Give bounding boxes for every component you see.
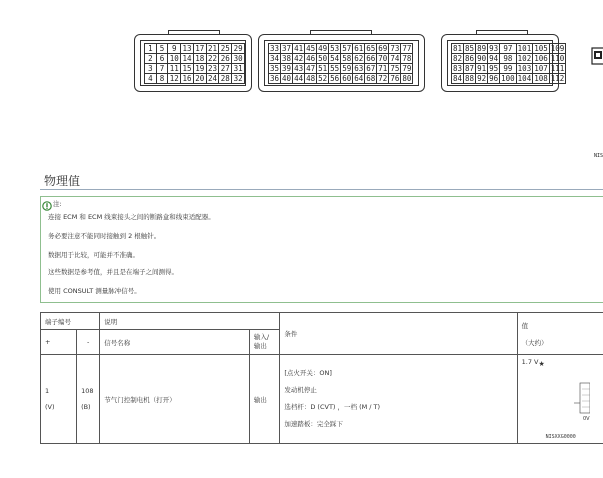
pin-cell: 88: [465, 74, 475, 83]
pin-cell: 30: [233, 54, 243, 63]
pin-cell: 6: [156, 54, 168, 64]
pin-cell: 55: [330, 64, 340, 73]
pin-cell: 11: [169, 64, 179, 73]
pin-cell: 43: [294, 64, 304, 73]
connector-middle: [258, 34, 425, 92]
pin-row: [269, 74, 413, 84]
pin-cell: 87: [465, 64, 475, 73]
connector-left-pin-table: [144, 43, 245, 84]
pin-cell: 12: [169, 74, 179, 83]
pin-cell: 79: [402, 64, 412, 73]
pin-cell: 39: [282, 64, 292, 73]
note-icon: [42, 196, 52, 206]
pin-cell: 42: [294, 54, 304, 63]
pin-cell: 4: [145, 74, 157, 84]
physical-values-table: [40, 312, 603, 444]
svg-text:0V: 0V: [582, 416, 590, 422]
pin-cell: 22: [208, 54, 218, 63]
pin-cell: 21: [208, 44, 218, 53]
pin-cell: 13: [182, 44, 192, 53]
pin-cell: 112: [550, 74, 565, 83]
plus-terminal-cell: [41, 355, 77, 444]
pin-cell: 64: [354, 74, 364, 83]
pin-cell: 92: [477, 74, 487, 83]
pin-cell: 75: [390, 64, 400, 73]
pin-cell: 104: [517, 74, 532, 83]
pin-cell: 29: [233, 44, 243, 53]
pin-cell: 48: [306, 74, 316, 83]
pin-cell: 18: [195, 54, 205, 63]
value-mark: ★: [538, 360, 545, 368]
pin-cell: 46: [306, 54, 316, 63]
note-line-4: 这些数据是参考值，并且是在端子之间测得。: [48, 268, 178, 276]
pin-row: [452, 74, 566, 84]
pin-cell: 45: [306, 44, 316, 53]
pin-cell: 68: [366, 74, 376, 83]
pin-row: [452, 44, 566, 54]
pin-cell: 50: [318, 54, 328, 63]
pin-cell: 15: [182, 64, 192, 73]
pin-cell: 60: [342, 74, 352, 83]
pin-cell: 51: [318, 64, 328, 73]
header-value-unit: （大约）: [521, 338, 548, 347]
header-value-cell: [517, 313, 603, 355]
condition-line-4: 加速踏板：完全踩下: [284, 420, 343, 428]
pin-cell: 82: [453, 54, 463, 63]
pin-row: [452, 54, 566, 64]
pin-cell: 40: [282, 74, 292, 83]
pin-cell: 94: [489, 54, 499, 63]
pin-row: [145, 74, 245, 84]
pin-cell: 102: [517, 54, 532, 63]
pin-cell: 93: [489, 44, 499, 53]
pin-cell: 103: [517, 64, 532, 73]
pin-cell: 66: [366, 54, 376, 63]
pin-cell: 71: [378, 64, 388, 73]
pin-cell: 96: [489, 74, 499, 83]
pin-cell: 49: [318, 44, 328, 53]
pin-cell: 101: [517, 44, 532, 53]
pin-cell: 44: [294, 74, 304, 83]
note-heading: 注:: [53, 200, 62, 208]
connector-right: [441, 34, 565, 92]
condition-line-1: [点火开关：ON]: [284, 369, 332, 377]
header-minus: -: [77, 330, 100, 355]
pin-cell: 61: [354, 44, 364, 53]
pin-cell: 5: [156, 44, 168, 54]
pin-cell: 99: [500, 64, 517, 74]
pin-cell: 98: [500, 54, 517, 64]
pin-cell: 69: [378, 44, 388, 53]
pin-row: [269, 64, 413, 74]
note-line-5: 使用 CONSULT 测量脉冲信号。: [48, 287, 141, 295]
connector-right-pin-table: [451, 43, 566, 84]
header-condition: 条件: [280, 313, 517, 355]
pin-cell: 109: [550, 44, 565, 53]
pin-cell: 1: [145, 44, 157, 54]
pin-cell: 14: [182, 54, 192, 63]
pin-cell: 52: [318, 74, 328, 83]
pin-cell: 108: [534, 74, 548, 83]
condition-cell: [280, 355, 517, 444]
connector-right-inner: [447, 40, 565, 86]
header-io: 输入/ 输出: [249, 330, 279, 355]
pin-cell: 86: [465, 54, 475, 63]
pin-cell: 110: [550, 54, 565, 63]
pin-cell: 10: [169, 54, 179, 63]
pin-row: [269, 54, 413, 64]
pin-cell: 91: [477, 64, 487, 73]
pin-cell: 70: [378, 54, 388, 63]
title-divider: [40, 189, 603, 190]
header-value: 值: [521, 321, 529, 330]
pin-cell: 38: [282, 54, 292, 63]
pin-cell: 76: [390, 74, 400, 83]
pin-cell: 65: [366, 44, 376, 53]
pin-cell: 25: [220, 44, 230, 53]
pin-cell: 59: [342, 64, 352, 73]
condition-line-2: 发动机停止: [284, 386, 317, 394]
pin-cell: 83: [453, 64, 463, 73]
header-terminal-no: 端子编号: [41, 313, 100, 330]
pin-cell: 62: [354, 54, 364, 63]
connector-middle-inner: [264, 40, 419, 86]
pin-cell: 90: [477, 54, 487, 63]
note-line-1: 连接 ECM 和 ECM 线束接头之间的断路盒和线束适配器。: [48, 213, 215, 221]
pin-cell: 32: [233, 74, 243, 83]
value-text-wrap: [522, 358, 545, 368]
pin-cell: 31: [233, 64, 243, 73]
pin-cell: 27: [220, 64, 230, 73]
pin-cell: 28: [220, 74, 230, 83]
pin-cell: 9: [168, 44, 181, 54]
pin-cell: 74: [390, 54, 400, 63]
pin-cell: 81: [453, 44, 463, 53]
pin-cell: 72: [378, 74, 388, 83]
connector-middle-pin-table: [268, 43, 413, 84]
minus-terminal: 108: [81, 387, 94, 395]
pin-cell: 100: [501, 74, 515, 83]
pin-cell: 37: [282, 44, 292, 53]
pin-cell: 34: [270, 54, 280, 63]
pin-cell: 67: [366, 64, 376, 73]
note-line-3: 数据用于比较，可能并不准确。: [48, 251, 139, 259]
pin-row: [145, 64, 245, 74]
pin-cell: 85: [465, 44, 475, 53]
header-description: 说明: [100, 313, 280, 330]
pin-cell: 111: [550, 64, 565, 73]
table-row: [41, 355, 603, 444]
pin-cell: 8: [156, 74, 168, 84]
header-signal-name: 信号名称: [100, 330, 250, 355]
connector-left-inner: [140, 40, 246, 86]
io-value: 输出: [249, 355, 279, 444]
signal-name: 节气门控制电机（打开）: [100, 355, 250, 444]
pin-cell: 73: [390, 44, 400, 53]
pin-cell: 53: [330, 44, 340, 53]
pin-cell: 63: [354, 64, 364, 73]
pin-cell: 105: [534, 44, 548, 53]
pin-cell: 2: [145, 54, 157, 64]
pin-cell: 107: [534, 64, 548, 73]
minus-terminal-cell: [77, 355, 100, 444]
pin-cell: 17: [195, 44, 205, 53]
note-line-2: 务必要注意不能同时接触到 2 根触针。: [48, 232, 161, 240]
pin-cell: 24: [208, 74, 218, 83]
pin-cell: 84: [453, 74, 463, 83]
pin-row: [452, 64, 566, 74]
pin-cell: 106: [534, 54, 548, 63]
plus-terminal: 1: [45, 387, 50, 395]
header-plus: +: [41, 330, 77, 355]
pin-cell: 97: [500, 44, 517, 54]
value-cell: [517, 355, 603, 444]
pin-cell: 78: [402, 54, 412, 63]
pin-cell: 56: [330, 74, 340, 83]
pin-row: [145, 44, 245, 54]
minus-wire-color: (B): [81, 403, 91, 411]
pin-cell: 33: [270, 44, 280, 53]
value-text: 1.7 V: [521, 358, 539, 366]
pin-cell: 3: [145, 64, 157, 74]
section-title: 物理值: [44, 174, 81, 188]
pin-cell: 57: [342, 44, 352, 53]
pin-cell: 19: [195, 64, 205, 73]
pin-cell: 54: [330, 54, 340, 63]
pin-cell: 95: [489, 64, 499, 73]
pin-cell: 41: [294, 44, 304, 53]
pin-cell: 36: [270, 74, 280, 83]
figure-code: NIS: [594, 153, 603, 159]
pin-row: [145, 54, 245, 64]
pin-cell: 89: [477, 44, 487, 53]
pin-cell: 23: [208, 64, 218, 73]
waveform-figure: [568, 381, 590, 425]
table-header-row-1: [41, 313, 603, 330]
plus-wire-color: (V): [45, 403, 55, 411]
pin-cell: 80: [402, 74, 412, 83]
pin-row: [269, 44, 413, 54]
pin-cell: 20: [195, 74, 205, 83]
connector-symbol-icon: [591, 47, 603, 65]
pin-cell: 35: [270, 64, 280, 73]
pin-cell: 58: [342, 54, 352, 63]
condition-line-3: 选档杆：D (CVT) ，一档 (M / T): [284, 403, 381, 411]
pin-cell: 26: [220, 54, 230, 63]
value-image-code: NISXXG0000: [545, 434, 576, 440]
pin-cell: 16: [182, 74, 192, 83]
pin-cell: 77: [402, 44, 412, 53]
pin-cell: 7: [156, 64, 168, 74]
connector-left: [134, 34, 252, 92]
pin-cell: 47: [306, 64, 316, 73]
